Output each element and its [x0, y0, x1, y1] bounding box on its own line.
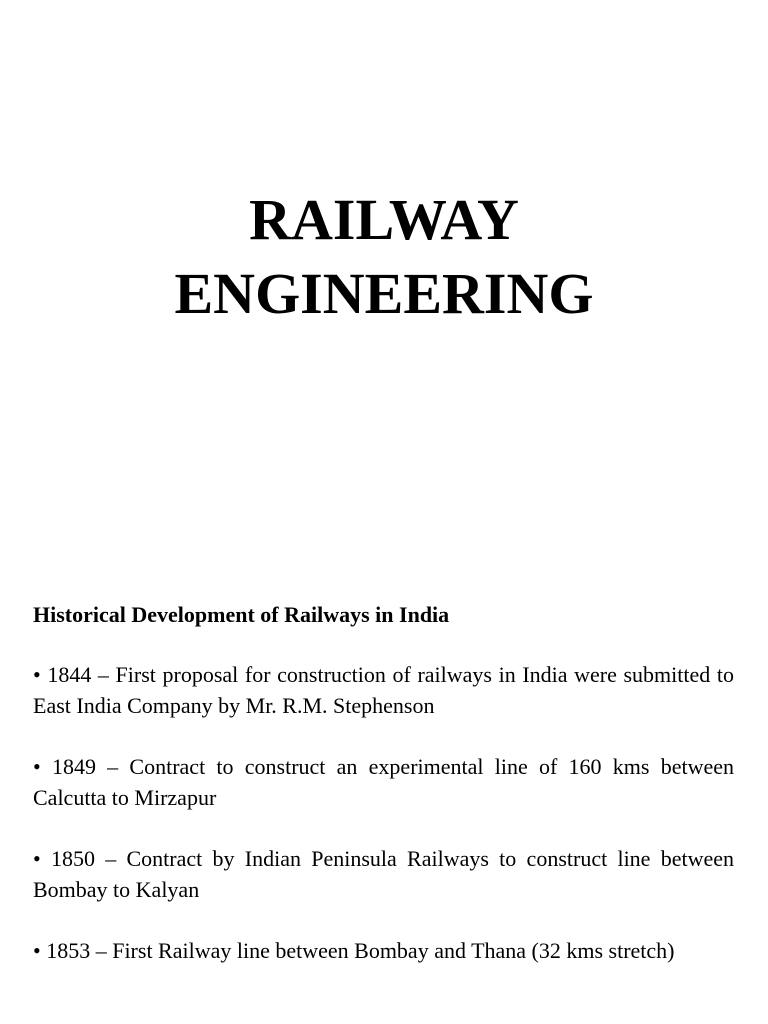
bullet-item-1853: • 1853 – First Railway line between Bombay and Thana (32 kms stretch): [33, 938, 675, 963]
bullet-item-1849: • 1849 – Contract to construct an experimental line of 160 kms between Calcutta to Mirzapur: [33, 754, 734, 810]
history-section: [33, 600, 734, 996]
title-line-2: ENGINEERING: [174, 261, 594, 326]
page-title: [0, 183, 768, 331]
bullet-item-1844: • 1844 – First proposal for construction of railways in India were submitted to East India Company by Mr. R.M. Stephenson: [33, 662, 734, 718]
bullet-item-1850: • 1850 – Contract by Indian Peninsula Railways to construct line between Bombay to Kalyan: [33, 846, 734, 902]
title-line-1: RAILWAY: [249, 187, 519, 252]
section-heading: Historical Development of Railways in India: [33, 602, 450, 627]
